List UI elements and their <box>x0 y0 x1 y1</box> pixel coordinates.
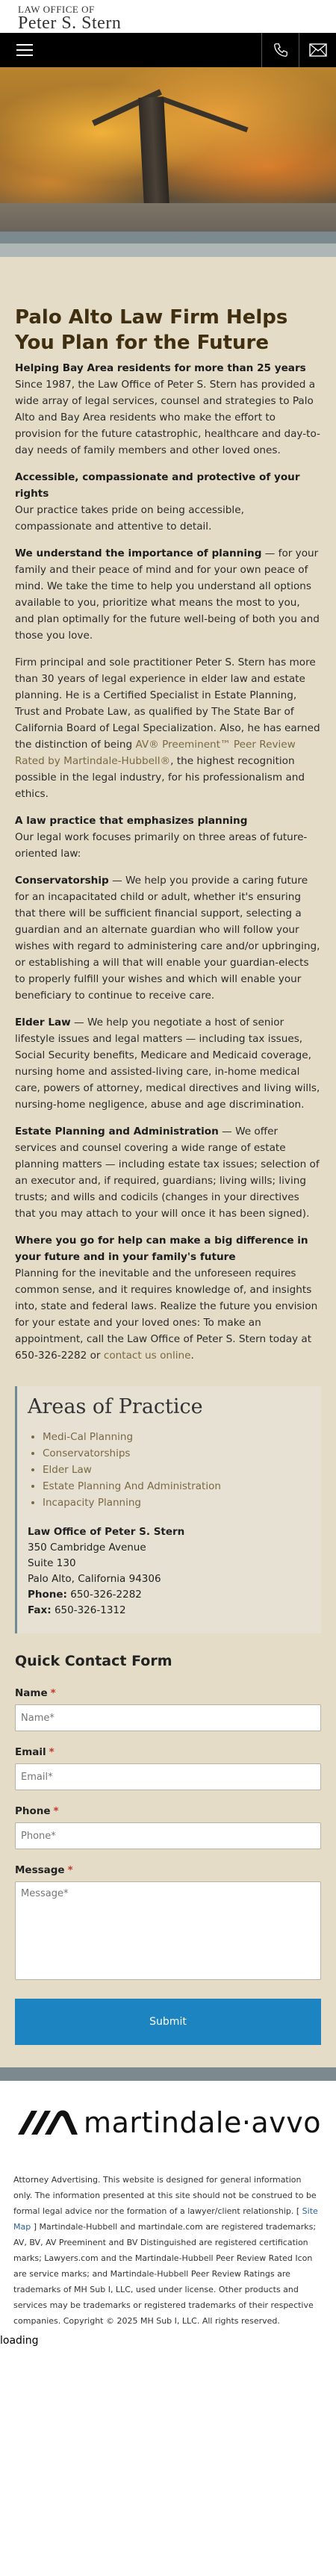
paragraph-heading: Estate Planning and Administration <box>15 1126 219 1138</box>
list-item[interactable] <box>43 1429 311 1445</box>
loading-status: loading <box>0 2335 39 2347</box>
phone-icon[interactable] <box>261 33 299 67</box>
legal-disclaimer <box>13 2172 323 2329</box>
message-label <box>15 1864 321 1876</box>
areas-panel <box>15 1386 321 1633</box>
email-label-text: Email <box>15 1746 46 1758</box>
area-link[interactable]: Medi-Cal Planning <box>43 1431 134 1443</box>
site-logo[interactable] <box>0 0 336 33</box>
fax-number: 650-326-1312 <box>54 1604 126 1616</box>
menu-icon[interactable] <box>0 33 45 67</box>
paragraph <box>15 1123 321 1222</box>
paragraph-text: Since 1987, the Law Office of Peter S. Stern has provided a wide array of legal services, counsel and strategies to Palo Alto and Bay Area residents who make the effort to provision for the future catastrophic, healthcare and day-to-day needs of family members and other loved ones. <box>15 379 320 456</box>
paragraph-text: Our legal work focuses primarily on three areas of future-oriented law: <box>15 831 308 860</box>
email-icon[interactable] <box>299 33 336 67</box>
area-link[interactable]: Estate Planning And Administration <box>43 1480 221 1492</box>
paragraph <box>15 469 321 535</box>
paragraph <box>15 545 321 644</box>
address-city: Palo Alto, California 94306 <box>28 1573 161 1585</box>
logo-title: Peter S. Stern <box>18 13 122 33</box>
name-label <box>15 1687 321 1699</box>
contact-form-section <box>0 1648 336 2067</box>
office-name: Law Office of Peter S. Stern <box>28 1526 185 1538</box>
required-mark: * <box>49 1746 55 1758</box>
paragraph-heading: Elder Law <box>15 1017 71 1028</box>
paragraph-heading: We understand the importance of planning <box>15 547 262 559</box>
paragraph-text: Planning for the inevitable and the unforeseen requires common sense, and it requires knowledge of, and insights into, state and federal laws. Realize the future you envision for your estate and your loved ones: To make an appointment, call the Law Office of Peter S. Stern today at 650-326-2282 or <box>15 1267 318 1362</box>
paragraph <box>15 654 321 802</box>
areas-title: Areas of Practice <box>28 1395 203 1418</box>
paragraph-text: , the highest recognition possible in the legal industry, for his professionalism and ethics. <box>15 755 305 800</box>
paragraph-text: — We help you negotiate a host of senior lifestyle issues and legal matters — including tax issues, Social Security benefits, Medicare and Medicaid coverage, nursing home and assisted-living care, in-home medical care, powers of attorney, medical directives and living wills, nursing-home negligence, abuse and age discrimination. <box>15 1017 320 1111</box>
site-map-link[interactable]: Site Map <box>13 2206 318 2232</box>
top-navbar <box>0 33 336 67</box>
divider-band <box>0 243 336 257</box>
phone-field-group <box>15 1805 321 1849</box>
message-label-text: Message <box>15 1864 65 1876</box>
footer <box>0 2081 336 2335</box>
area-link[interactable]: Conservatorships <box>43 1447 131 1459</box>
phone-label <box>15 1805 321 1817</box>
contact-form-title: Quick Contact Form <box>15 1653 172 1669</box>
phone-input[interactable] <box>15 1822 321 1849</box>
required-mark: * <box>53 1805 59 1817</box>
contact-online-link[interactable]: contact us online <box>103 1350 191 1362</box>
name-input[interactable] <box>15 1704 321 1731</box>
name-label-text: Name <box>15 1687 48 1699</box>
paragraph <box>15 360 321 459</box>
paragraph-text: Firm principal and sole practitioner Peter S. Stern has more than 30 years of legal experience in elder law and estate planning. He is a Certified Specialist in Estate Planning, Trust and Probate Law, as qualified by The State Bar of California Board of Legal Specialization. Also, he has earned the distinction of being <box>15 657 320 751</box>
main-content <box>0 297 336 1386</box>
martindale-avvo-mark-icon <box>15 2108 79 2138</box>
paragraph-heading: Accessible, compassionate and protective of your rights <box>15 471 300 500</box>
divider-band <box>0 2067 336 2081</box>
phone-label: Phone: <box>28 1589 67 1601</box>
address-suite: Suite 130 <box>28 1557 76 1569</box>
list-item[interactable] <box>43 1445 311 1462</box>
list-item[interactable] <box>43 1478 311 1495</box>
divider-band <box>0 232 336 243</box>
paragraph-heading: Where you go for help can make a big difference in your future and in your family's future <box>15 1235 308 1263</box>
martindale-avvo-logo[interactable] <box>13 2106 323 2139</box>
peer-review-link[interactable]: AV® Preeminent™ Peer Review Rated by Martindale-Hubbell® <box>15 739 296 767</box>
hero-image <box>0 67 336 232</box>
areas-list <box>28 1429 311 1511</box>
email-input[interactable] <box>15 1763 321 1790</box>
required-mark: * <box>67 1864 73 1876</box>
paragraph-text: — for your family and their peace of mind and for your own peace of mind. We take the time to help you understand all options available to you, prioritize what means the most to you, and plan optimally for the future well-being of both you and those you love. <box>15 547 320 642</box>
paragraph <box>15 1232 321 1364</box>
areas-of-practice-section <box>0 1386 336 1648</box>
paragraph-heading: Conservatorship <box>15 875 109 887</box>
martindale-avvo-wordmark: martindale·avvo <box>84 2106 321 2139</box>
page-title: Palo Alto Law Firm Helps You Plan for the Future <box>15 306 288 354</box>
logo-subtitle: LAW OFFICE OF <box>18 4 95 15</box>
name-field-group <box>15 1687 321 1731</box>
paragraph-text: — We offer services and counsel covering a wide range of estate planning matters — including estate tax issues; selection of an executor and, if required, guardians; living wills; living trusts; and wills and codicils (changes in your directives that you may attach to your will once it has been signed). <box>15 1126 320 1220</box>
paragraph-text: . <box>190 1350 194 1362</box>
disclaimer-text: Attorney Advertising. This website is designed for general information only. The information presented at this site should not be construed to be formal legal advice nor the formation of a lawyer/client relationship. [ <box>13 2175 317 2216</box>
paragraph <box>15 813 321 862</box>
message-textarea[interactable] <box>15 1881 321 1980</box>
phone-label-text: Phone <box>15 1805 51 1817</box>
paragraph-heading: A law practice that emphasizes planning <box>15 815 248 827</box>
email-field-group <box>15 1746 321 1790</box>
address-street: 350 Cambridge Avenue <box>28 1542 146 1554</box>
message-field-group <box>15 1864 321 1984</box>
list-item[interactable] <box>43 1495 311 1511</box>
list-item[interactable] <box>43 1462 311 1478</box>
phone-number[interactable]: 650-326-2282 <box>70 1589 142 1601</box>
office-address <box>28 1524 311 1618</box>
submit-button[interactable]: Submit <box>15 1999 321 2045</box>
paragraph-text: — We help you provide a caring future for an incapacitated child or adult, whether it's ensuring that there will be sufficient financial support, selecting a guardian and an alternate guardian who will follow your wishes with regard to administering care and/or upbringing, or establishing a will that will enable your guardian-elects to properly fulfill your wishes and which will enable your beneficiary to continue to receive care. <box>15 875 320 1002</box>
paragraph-heading: Helping Bay Area residents for more than 25 years <box>15 362 306 374</box>
area-link[interactable]: Elder Law <box>43 1464 92 1476</box>
paragraph <box>15 872 321 1004</box>
required-mark: * <box>50 1687 56 1699</box>
email-label <box>15 1746 321 1758</box>
paragraph <box>15 1014 321 1113</box>
paragraph-text: Our practice takes pride on being accessible, compassionate and attentive to detail. <box>15 504 244 533</box>
disclaimer-text: ] Martindale-Hubbell and martindale.com are registered trademarks; AV, BV, AV Preeminent and BV Distinguished are registered certification marks; Lawyers.com and the Martindale-Hubbell Peer Review Rated Icon are service marks; and Martindale-Hubbell Peer Review Ratings are trademarks of MH Sub I, LLC, used under license. Other products and services may be trademarks or registered trademarks of their respective companies. Copyright © 2025 MH Sub I, LLC. All rights reserved. <box>13 2222 317 2326</box>
fax-label: Fax: <box>28 1604 52 1616</box>
area-link[interactable]: Incapacity Planning <box>43 1497 141 1509</box>
